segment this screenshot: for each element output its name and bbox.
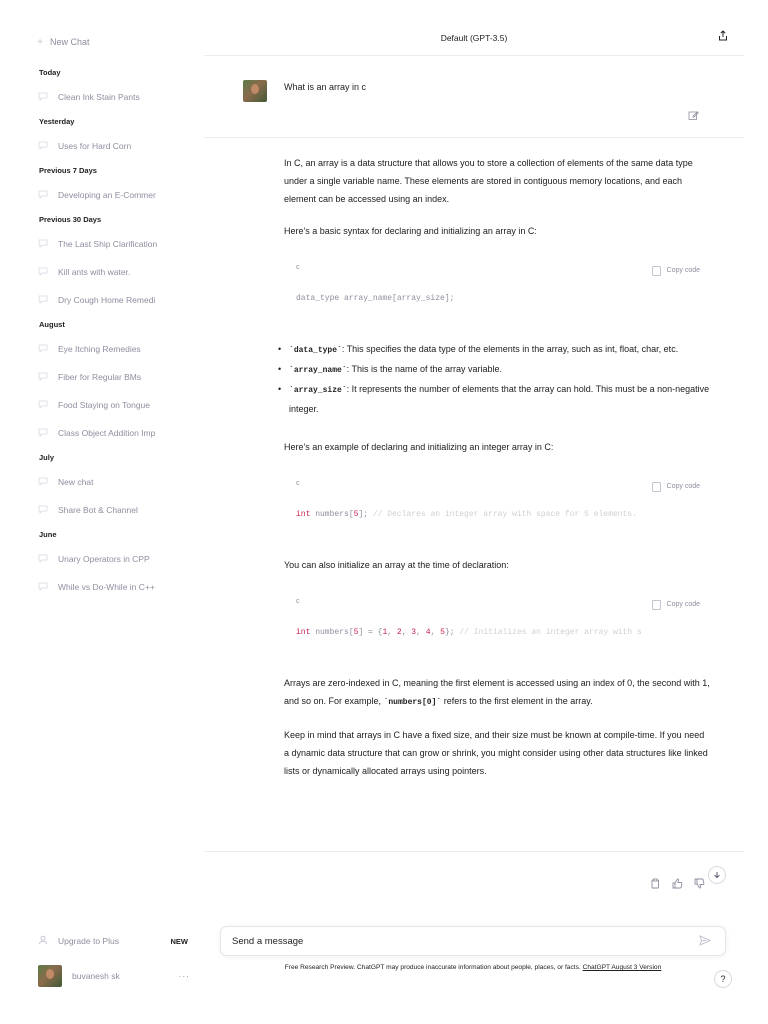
sidebar-chat-label: Food Staying on Tongue — [58, 400, 150, 410]
sidebar-chat-item[interactable] — [0, 363, 170, 391]
code-token: numbers[ — [310, 510, 354, 519]
copy-code-label: Copy code — [666, 483, 700, 490]
code-block — [284, 470, 710, 534]
clipboard-icon — [652, 600, 661, 610]
code-keyword: int — [296, 628, 311, 637]
sidebar-chat-item[interactable] — [0, 419, 170, 447]
code-language: c — [296, 264, 300, 271]
code-number: 2 — [396, 628, 402, 637]
thumbs-down-icon[interactable] — [694, 876, 706, 888]
divider — [204, 851, 744, 852]
code-token: ]; — [358, 510, 373, 519]
edit-icon[interactable] — [688, 108, 702, 122]
code-text — [284, 616, 710, 650]
user-icon — [38, 935, 58, 947]
code-keyword: int — [296, 510, 311, 519]
bullet-item — [278, 360, 710, 380]
sidebar-section-heading: Yesterday — [39, 117, 75, 126]
inline-code-text: array_name — [293, 366, 342, 375]
new-badge: NEW — [170, 936, 188, 946]
clipboard-icon — [652, 482, 661, 492]
backtick: ` — [436, 698, 442, 707]
paragraph-text: refers to the first element in the array. — [441, 696, 593, 706]
sidebar-section-heading: Today — [39, 68, 61, 77]
bullet-list — [278, 340, 710, 418]
code-number: 3 — [411, 628, 417, 637]
bullet-text: : This specifies the data type of the elements in the array, such as int, float, char, etc. — [341, 344, 679, 354]
code-text — [284, 498, 710, 532]
code-number: 5 — [440, 628, 445, 637]
bullet-item — [278, 340, 710, 360]
chat-bubble-icon — [38, 295, 50, 305]
code-token: numbers[ — [310, 628, 354, 637]
sidebar-chat-label: While vs Do-While in C++ — [58, 582, 155, 592]
new-chat-label: New Chat — [50, 37, 90, 47]
bullet-text: : It represents the number of elements that the array can hold. This must be a non-negative integer. — [289, 384, 710, 414]
inline-code — [289, 346, 342, 355]
code-token: , — [401, 628, 412, 637]
bullet-text: : This is the name of the array variable. — [346, 364, 503, 374]
sidebar-chat-label: Fiber for Regular BMs — [58, 372, 142, 382]
sidebar — [0, 0, 204, 1024]
inline-code — [384, 698, 442, 707]
bullet-item — [278, 380, 710, 418]
code-token: , — [430, 628, 441, 637]
chat-bubble-icon — [38, 400, 50, 410]
code-block — [284, 254, 710, 318]
plus-icon: + — [37, 36, 43, 48]
more-icon[interactable]: ··· — [178, 971, 190, 981]
chat-bubble-icon — [38, 267, 50, 277]
chat-bubble-icon — [38, 92, 50, 102]
paragraph: Keep in mind that arrays in C have a fixed size, and their size must be known at compile-time. If you need a dynamic data structure that can grow or shrink, you might consider using other data structures like linked lists or dynamically allocated arrays using pointers. — [284, 730, 708, 776]
chat-bubble-icon — [38, 477, 50, 487]
sidebar-chat-item[interactable] — [0, 230, 170, 258]
message-actions — [650, 876, 706, 888]
backtick: ` — [341, 366, 347, 375]
sidebar-section-heading: July — [39, 453, 55, 462]
inline-code-text: data_type — [293, 346, 338, 355]
sidebar-chat-label: Uses for Hard Corn — [58, 141, 132, 151]
sidebar-section-heading: August — [39, 320, 65, 329]
code-text: data_type array_name[array_size]; — [296, 294, 455, 303]
code-language: c — [296, 598, 300, 605]
paragraph: In C, an array is a data structure that allows you to store a collection of elements of the same data type under a single variable name. These elements are stored in contiguous memory locations, and each element can be accessed using an index. — [284, 158, 693, 204]
paragraph: Here's a basic syntax for declaring and initializing an array in C: — [284, 226, 537, 236]
arrow-down-icon — [713, 871, 721, 879]
model-title: Default (GPT-3.5) — [440, 32, 508, 43]
paragraph: You can also initialize an array at the time of declaration: — [284, 560, 509, 570]
sidebar-chat-item[interactable] — [0, 573, 170, 601]
share-icon[interactable] — [718, 30, 732, 44]
sidebar-chat-item[interactable] — [0, 496, 170, 524]
assistant-message — [284, 154, 710, 794]
inline-code-text: numbers[0] — [388, 698, 437, 707]
sidebar-chat-label: Developing an E-Commer — [58, 190, 156, 200]
message-input[interactable] — [220, 926, 726, 956]
chat-history — [0, 62, 204, 601]
paragraph-text: Arrays are zero-indexed in C, meaning the first element is accessed using an index of 0, the second with 1, and so on. For example, — [284, 678, 710, 706]
backtick: ` — [289, 346, 294, 355]
code-number: 4 — [425, 628, 431, 637]
conversation — [204, 56, 744, 776]
sidebar-section-heading: Previous 30 Days — [39, 215, 102, 224]
chat-bubble-icon — [38, 190, 50, 200]
chat-header — [204, 20, 744, 56]
version-link[interactable]: ChatGPT August 3 Version — [582, 964, 662, 971]
disclaimer — [236, 962, 710, 973]
code-token: ] = { — [358, 628, 383, 637]
chat-bubble-icon — [38, 428, 50, 438]
sidebar-chat-item[interactable] — [0, 545, 170, 573]
backtick: ` — [383, 698, 389, 707]
upgrade-label: Upgrade to Plus — [58, 936, 119, 946]
user-message-text: What is an array in c — [284, 82, 367, 92]
backtick: ` — [289, 366, 294, 375]
sidebar-chat-label: Clean Ink Stain Pants — [58, 92, 140, 102]
code-token: , — [416, 628, 426, 637]
backtick: ` — [341, 386, 347, 395]
copy-icon[interactable] — [650, 876, 662, 888]
chat-bubble-icon — [38, 554, 50, 564]
chat-bubble-icon — [38, 505, 50, 515]
upgrade-button[interactable] — [38, 932, 188, 950]
chat-bubble-icon — [38, 239, 50, 249]
code-block — [284, 588, 710, 652]
sidebar-chat-label: Unary Operators in CPP — [58, 554, 150, 564]
chat-bubble-icon — [38, 141, 50, 151]
inline-code — [289, 366, 347, 375]
chat-bubble-icon — [38, 372, 50, 382]
backtick: ` — [337, 346, 342, 355]
thumbs-up-icon[interactable] — [672, 876, 684, 888]
code-number: 5 — [353, 510, 359, 519]
sidebar-chat-item[interactable] — [0, 468, 170, 496]
sidebar-chat-label: Eye Itching Remedies — [58, 344, 141, 354]
disclaimer-text: Free Research Preview. ChatGPT may produce inaccurate information about people, places, or facts. — [284, 964, 583, 971]
sidebar-chat-item[interactable] — [0, 181, 170, 209]
code-language: c — [296, 480, 300, 487]
inline-code-text: array_size — [293, 386, 342, 395]
avatar — [243, 80, 267, 102]
backtick: ` — [289, 386, 294, 395]
code-comment: // Initializes an integer array with s — [459, 628, 642, 637]
sidebar-chat-label: Dry Cough Home Remedi — [58, 295, 156, 305]
scroll-down-button[interactable] — [708, 866, 726, 884]
user-message — [204, 56, 744, 138]
sidebar-chat-item[interactable] — [0, 132, 170, 160]
sidebar-chat-item[interactable] — [0, 83, 170, 111]
paragraph — [284, 674, 710, 712]
sidebar-chat-label: Share Bot & Channel — [58, 505, 138, 515]
message-input-placeholder: Send a message — [232, 935, 304, 947]
sidebar-chat-item[interactable] — [0, 286, 170, 314]
avatar — [38, 965, 62, 987]
copy-code-label: Copy code — [666, 267, 700, 274]
chat-bubble-icon — [38, 344, 50, 354]
inline-code — [289, 386, 347, 395]
send-icon[interactable] — [699, 935, 713, 949]
copy-code-button[interactable] — [652, 596, 700, 614]
copy-code-button[interactable] — [652, 478, 700, 496]
chat-bubble-icon — [38, 582, 50, 592]
user-profile-button[interactable] — [38, 964, 190, 988]
clipboard-icon — [652, 266, 661, 276]
code-token: }; — [444, 628, 460, 637]
copy-code-button[interactable] — [652, 262, 700, 280]
code-number: 1 — [382, 628, 388, 637]
new-chat-button[interactable] — [30, 30, 190, 54]
user-name: buvanesh sk — [72, 971, 120, 981]
help-button[interactable]: ? — [714, 970, 732, 988]
sidebar-chat-item[interactable] — [0, 335, 170, 363]
code-number: 5 — [353, 628, 359, 637]
sidebar-section-heading: Previous 7 Days — [39, 166, 97, 175]
sidebar-chat-item[interactable] — [0, 258, 170, 286]
code-token: , — [387, 628, 397, 637]
sidebar-chat-item[interactable] — [0, 391, 170, 419]
sidebar-chat-label: Kill ants with water. — [58, 267, 131, 277]
sidebar-chat-label: Class Object Addition Imp — [58, 428, 156, 438]
sidebar-chat-label: The Last Ship Clarification — [58, 239, 158, 249]
code-comment: // Declares an integer array with space for 5 elements. — [372, 510, 637, 519]
sidebar-section-heading: June — [39, 530, 57, 539]
paragraph: Here's an example of declaring and initializing an integer array in C: — [284, 442, 554, 452]
sidebar-chat-label: New chat — [58, 477, 94, 487]
copy-code-label: Copy code — [666, 601, 700, 608]
